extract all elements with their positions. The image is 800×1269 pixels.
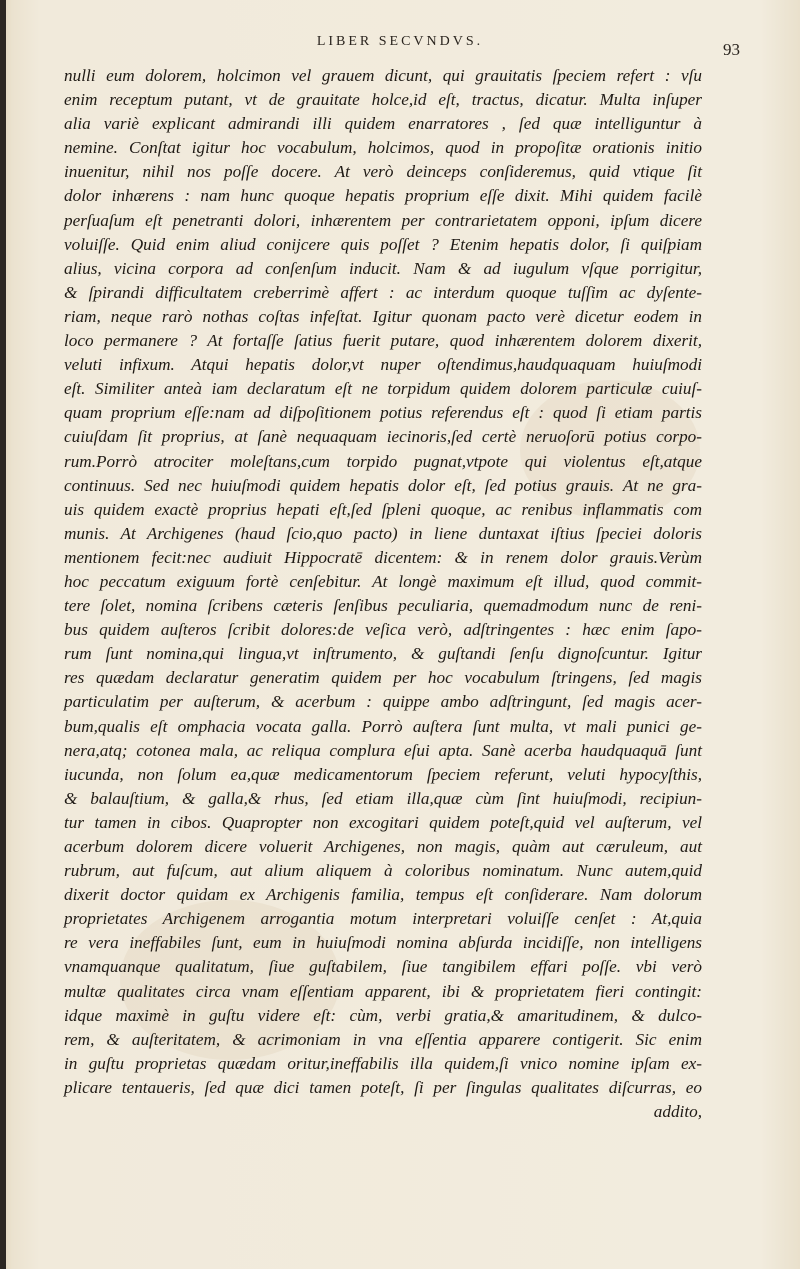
text-line: rem, & auſteritatem, & acrimoniam in vna eſſentia apparere contigerit. Sic enim xyxy=(64,1029,702,1049)
text-line: inuenitur, nihil nos poſſe docere. At verò deinceps conſideremus, quid vtique ſit xyxy=(64,162,702,182)
text-line: loco permanere ? At fortaſſe ſatius fuerit putare, quod inhærentem dolorem dixerit, xyxy=(64,331,702,351)
text-line: rum.Porrò atrociter moleſtans,cum torpido pugnat,vtpote qui violentus eſt,atque xyxy=(64,451,702,471)
text-line: proprietates Archigenem arrogantia motum interpretari voluiſſe cenſet : At,quia xyxy=(64,909,702,929)
text-line: voluiſſe. Quid enim aliud conijcere quis poſſet ? Etenim hepatis dolor, ſi quiſpiam xyxy=(64,234,702,254)
text-line: alia variè explicant admirandi illi quidem enarratores , ſed quæ intelliguntur à xyxy=(64,114,702,134)
text-line: perſuaſum eſt penetranti dolori, inhærentem per contrarietatem opponi, ipſum dicere xyxy=(64,210,702,230)
text-line: in guſtu proprietas quædam oritur,ineffabilis illa quidem,ſi vnico nomine ipſam ex- xyxy=(64,1053,702,1073)
text-line: cuiuſdam ſit proprius, at ſanè nequaquam iecinoris,ſed certè neruoſorū potius corpo- xyxy=(64,427,702,447)
catchword: addito, xyxy=(653,1102,702,1122)
text-line: particulatim per auſterum, & acerbum : quippe ambo adſtringunt, ſed magis acer- xyxy=(64,692,702,712)
text-line: vnamquanque qualitatum, ſiue guſtabilem, ſiue tangibilem effari poſſe. vbi verò xyxy=(64,957,702,977)
text-line: tere ſolet, nomina ſcribens cæteris ſenſibus peculiaria, quemadmodum nunc de reni- xyxy=(64,596,702,616)
text-line: alius, vicina corpora ad conſenſum inducit. Nam & ad iugulum vſque porrigitur, xyxy=(64,258,702,278)
text-line: nulli eum dolorem, holcimon vel grauem dicunt, qui grauitatis ſpeciem refert : vſu xyxy=(64,66,702,85)
text-line: res quædam declaratur generatim quidem per hoc vocabulum ſtringens, ſed magis xyxy=(64,668,702,688)
text-line: idque maximè in guſtu videre eſt: cùm, verbi gratia,& amaritudinem, & dulco- xyxy=(64,1005,702,1025)
text-line: quam proprium eſſe:nam ad diſpoſitionem potius referendus eſt : quod ſi etiam partis xyxy=(64,403,702,423)
text-line: riam, neque rarò nothas coſtas infeſtat. Igitur quonam pacto verè dicetur eodem in xyxy=(64,306,702,326)
text-line: nera,atq; cotonea mala, ac reliqua complura eſui apta. Sanè acerba haudquaquā ſunt xyxy=(64,740,702,760)
text-line: enim receptum putant, vt de grauitate holce,id eſt, tractus, dicatur. Multa inſuper xyxy=(64,90,702,110)
text-line: nemine. Conſtat igitur hoc vocabulum, holcimos, quod in propoſitæ orationis initio xyxy=(64,138,702,158)
text-line: dixerit doctor quidam ex Archigenis familia, tempus eſt conſiderare. Nam dolorum xyxy=(64,885,702,905)
text-line: iucunda, non ſolum ea,quæ medicamentorum ſpeciem referunt, veluti hypocyſthis, xyxy=(64,764,702,784)
text-line: tur tamen in cibos. Quapropter non excogitari quidem poteſt,quid vel auſterum, vel xyxy=(64,812,702,832)
text-line: plicare tentaueris, ſed quæ dici tamen poteſt, ſi per ſingulas qualitates diſcurras, eo xyxy=(64,1077,702,1097)
running-title: LIBER SECVNDVS. xyxy=(316,34,484,49)
text-line: uis quidem exactè proprius hepati eſt,ſed ſpleni quoque, ac renibus inflammatis com xyxy=(64,499,702,519)
text-line: hoc peccatum exiguum fortè cenſebitur. At longè maximum eſt illud, quod commit- xyxy=(64,571,702,591)
body-text xyxy=(64,64,702,1124)
text-line: acerbum dolorem dicere voluerit Archigenes, non magis, quàm aut cæruleum, aut xyxy=(64,837,702,856)
text-line: mentionem fecit:nec audiuit Hippocratē dicentem: & in renem dolor grauis.Verùm xyxy=(64,547,702,567)
text-line: munis. At Archigenes (haud ſcio,quo pacto) in liene duntaxat iſtius ſpeciei doloris xyxy=(64,523,702,543)
text-line: eſt. Similiter anteà iam declaratum eſt ne torpidum quidem dolorem particulæ cuiuſ- xyxy=(64,379,702,399)
page-gutter-shadow xyxy=(0,0,6,1269)
text-line: rum ſunt nomina,qui lingua,vt inſtrumento, & guſtandi ſenſu dignoſcuntur. Igitur xyxy=(64,644,702,664)
text-line: rubrum, aut fuſcum, aut alium aliquem à coloribus nominatum. Nunc autem,quid xyxy=(64,861,702,881)
text-line: re vera ineffabiles ſunt, eum in huiuſmodi nomina abſurda incidiſſe, non intelligens xyxy=(64,933,702,953)
page-number: 93 xyxy=(723,40,740,59)
text-line: multæ qualitates circa vnam eſſentiam apparent, ibi & proprietatem fieri contingit: xyxy=(64,981,702,1001)
text-line: bum,qualis eſt omphacia vocata galla. Porrò auſtera ſunt multa, vt mali punici ge- xyxy=(64,716,702,736)
text-line: dolor inhærens : nam hunc quoque hepatis proprium eſſe dixit. Mihi quidem facilè xyxy=(64,186,702,206)
text-line: bus quidem auſteros ſcribit dolores:de veſica verò, adſtringentes : hæc enim ſapo- xyxy=(64,620,702,640)
text-line: & ſpirandi difficultatem creberrimè affert : ac interdum quoque tuſſim ac dyſente- xyxy=(64,282,702,302)
text-line: & balauſtium, & galla,& rhus, ſed etiam illa,quæ cùm ſint huiuſmodi, recipiun- xyxy=(64,788,702,808)
text-line: continuus. Sed nec huiuſmodi quidem hepatis dolor eſt, ſed potius grauis. At ne gra- xyxy=(64,475,702,495)
text-line: veluti infixum. Atqui hepatis dolor,vt nuper oſtendimus,haudquaquam huiuſmodi xyxy=(64,355,702,375)
